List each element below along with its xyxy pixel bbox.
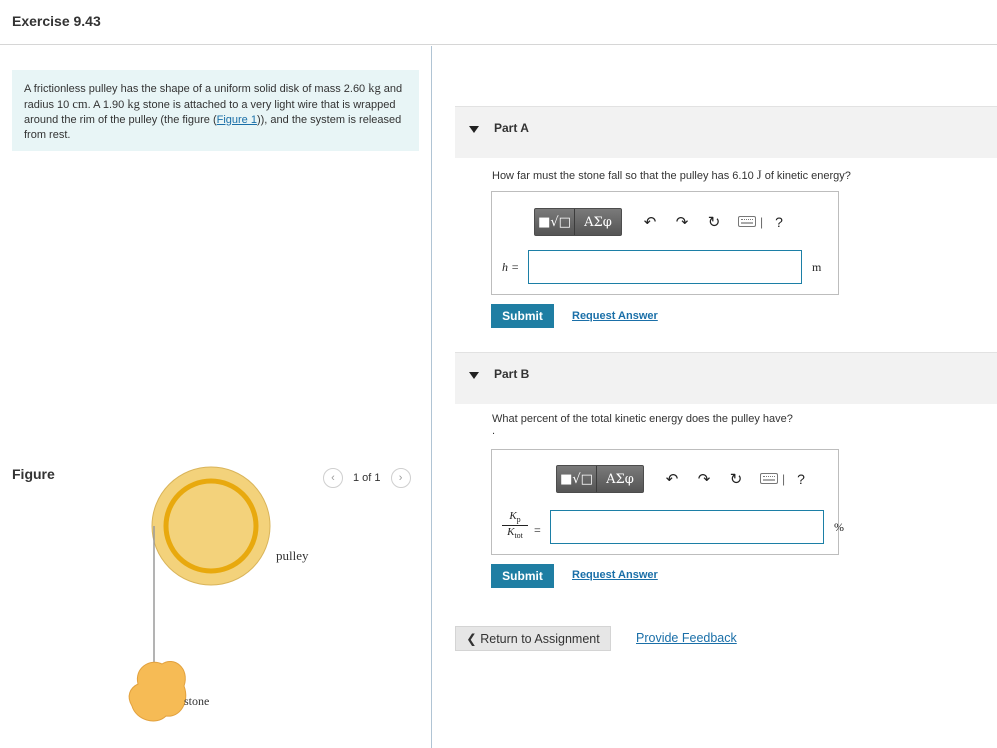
question-text: of kinetic energy? xyxy=(761,170,851,182)
problem-text: stone is attached to a very light wire that is wrapped around the rim of the pulley (the figure ( xyxy=(24,99,396,126)
pulley-label: pulley xyxy=(276,548,309,563)
part-a-request-answer-link[interactable]: Request Answer xyxy=(572,310,658,322)
stone-label: stone xyxy=(184,694,210,708)
answer-input-percent[interactable] xyxy=(550,510,824,544)
math-toolbar xyxy=(534,208,783,236)
fraction-kp-ktot xyxy=(502,510,528,540)
part-b-answer-box xyxy=(491,449,844,555)
redo-icon[interactable]: ↷ xyxy=(697,471,711,488)
templates-button[interactable]: ■√□ xyxy=(535,209,575,235)
denominator-sub: tot xyxy=(514,531,523,541)
numerator: K xyxy=(509,510,517,522)
template-group xyxy=(534,208,622,236)
chevron-left-icon: ‹ xyxy=(331,472,335,484)
numerator-sub: p xyxy=(516,515,521,525)
part-b-title: Part B xyxy=(494,367,530,381)
part-b-header[interactable] xyxy=(455,352,997,404)
reset-icon[interactable]: ↻ xyxy=(707,214,721,231)
problem-text: A frictionless pulley has the shape of a uniform solid disk of mass 2.60 xyxy=(24,83,369,95)
part-a-title: Part A xyxy=(494,121,529,135)
collapse-triangle-icon[interactable] xyxy=(469,126,479,133)
unit-kg: kg xyxy=(127,97,140,111)
part-a-question xyxy=(492,168,851,183)
variable-label-h: h = xyxy=(502,260,520,274)
toolbar-separator: | xyxy=(760,215,764,229)
answer-input-h[interactable] xyxy=(528,250,802,284)
keyboard-icon[interactable] xyxy=(760,472,778,486)
figure-count: 1 of 1 xyxy=(353,472,381,484)
unit-kg: kg xyxy=(368,81,381,95)
question-text: How far must the stone fall so that the pulley has 6.10 xyxy=(492,170,757,182)
questions-panel xyxy=(432,46,997,748)
templates-button[interactable]: ■√□ xyxy=(557,466,597,492)
provide-feedback-link[interactable]: Provide Feedback xyxy=(636,631,737,645)
return-to-assignment-button[interactable]: ❮ Return to Assignment xyxy=(455,626,611,651)
keyboard-icon[interactable] xyxy=(738,215,756,229)
problem-text: . A 1.90 xyxy=(87,99,128,111)
problem-statement xyxy=(12,70,419,151)
math-toolbar xyxy=(556,465,805,493)
page-header xyxy=(0,0,997,45)
part-b-request-answer-link[interactable]: Request Answer xyxy=(572,569,658,581)
figure-heading: Figure xyxy=(12,466,55,482)
help-icon[interactable]: ? xyxy=(797,471,805,487)
part-b-dot: . xyxy=(492,425,496,437)
unit-label-m: m xyxy=(812,260,822,274)
pulley-figure xyxy=(110,456,340,746)
page-title: Exercise 9.43 xyxy=(12,13,101,29)
unit-label-percent: % xyxy=(834,520,844,534)
part-b-submit-button[interactable]: Submit xyxy=(491,564,554,588)
part-a-header[interactable] xyxy=(455,106,997,158)
denominator: K xyxy=(507,526,515,539)
help-icon[interactable]: ? xyxy=(775,214,783,230)
redo-icon[interactable]: ↷ xyxy=(675,214,689,231)
part-b-question: What percent of the total kinetic energy does the pulley have? xyxy=(492,413,793,425)
collapse-triangle-icon[interactable] xyxy=(469,372,479,379)
unit-j: J xyxy=(756,168,762,182)
template-group xyxy=(556,465,644,493)
greek-symbols-button[interactable]: ΑΣφ xyxy=(575,209,621,235)
undo-icon[interactable]: ↶ xyxy=(665,471,679,488)
problem-text: )), and the system is released from rest. xyxy=(24,114,402,141)
pulley-rim xyxy=(166,481,256,571)
greek-symbols-button[interactable]: ΑΣφ xyxy=(597,466,643,492)
reset-icon[interactable]: ↻ xyxy=(729,471,743,488)
chevron-right-icon: › xyxy=(398,472,403,484)
equals-sign: = xyxy=(534,523,541,537)
stone-shape xyxy=(129,661,186,720)
part-a-submit-button[interactable]: Submit xyxy=(491,304,554,328)
next-figure-button[interactable] xyxy=(391,468,411,488)
part-a-answer-box xyxy=(491,191,839,295)
problem-text: and radius 10 xyxy=(24,83,403,111)
undo-icon[interactable]: ↶ xyxy=(643,214,657,231)
figure-link[interactable]: Figure 1 xyxy=(216,114,257,126)
toolbar-separator: | xyxy=(782,472,786,486)
unit-cm: cm xyxy=(72,97,88,111)
